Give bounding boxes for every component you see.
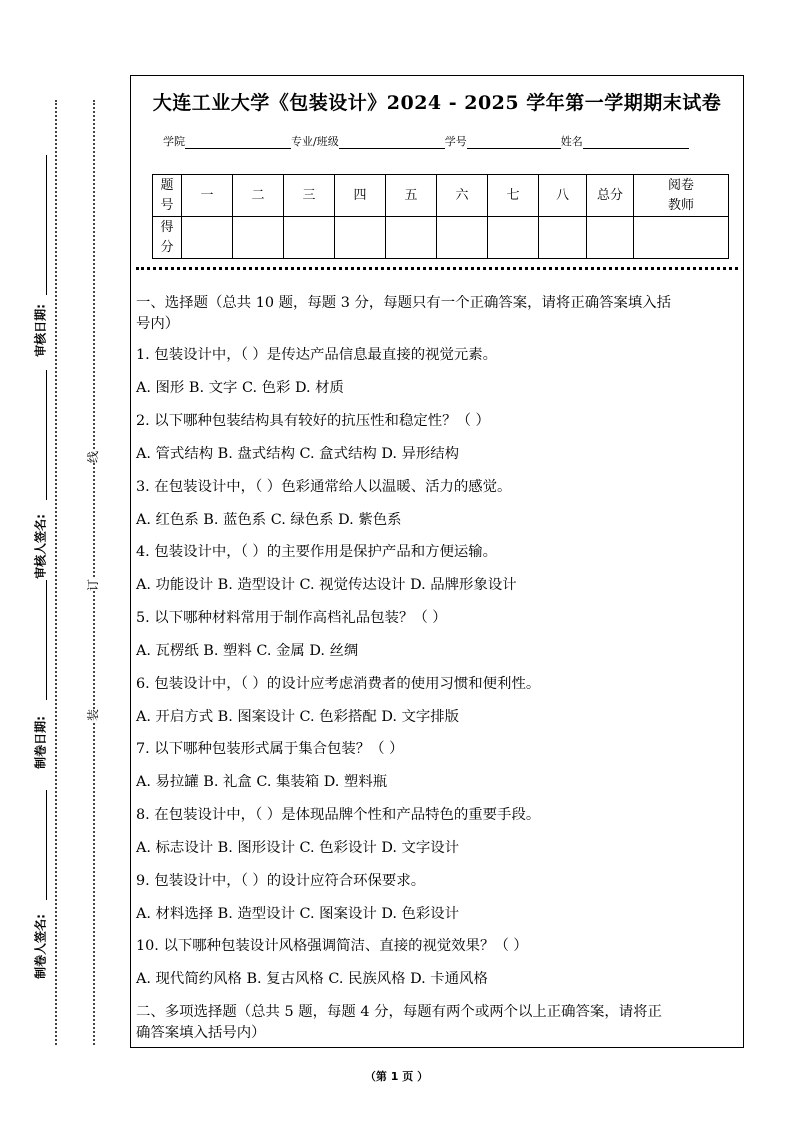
answer-options-10: A. 现代简约风格 B. 复古风格 C. 民族风格 D. 卡通风格 [136, 971, 488, 987]
college-label: 学院 [163, 135, 185, 148]
binding-dotted-line-inner [93, 100, 95, 1045]
col-header-total: 总分 [587, 175, 634, 217]
score-cell[interactable] [488, 217, 539, 259]
answer-options-4: A. 功能设计 B. 造型设计 C. 视觉传达设计 D. 品牌形象设计 [136, 577, 517, 593]
col-header: 七 [488, 175, 539, 217]
binding-char-zhuang: 装 [86, 708, 101, 722]
name-field[interactable] [583, 136, 689, 149]
answer-options-6: A. 开启方式 B. 图案设计 C. 色彩搭配 D. 文字排版 [136, 709, 460, 725]
student-id-label: 学号 [444, 135, 467, 148]
answer-options-2: A. 管式结构 B. 盘式结构 C. 盒式结构 D. 异形结构 [136, 446, 460, 462]
cell-grader [634, 175, 729, 217]
reviewer-sign-line [46, 370, 47, 500]
cell-tihao-1: 题 [160, 177, 174, 193]
score-cell[interactable] [182, 217, 233, 259]
answer-options-8: A. 标志设计 B. 图形设计 C. 色彩设计 D. 文字设计 [136, 840, 460, 856]
answer-options-9: A. 材料选择 B. 造型设计 C. 图案设计 D. 色彩设计 [136, 906, 460, 922]
col-header: 二 [233, 175, 284, 217]
question-1: 1. 包装设计中，（ ）是传达产品信息最直接的视觉元素。 [136, 347, 498, 363]
question-8: 8. 在包装设计中，（ ）是体现品牌个性和产品特色的重要手段。 [136, 807, 541, 823]
answer-options-7: A. 易拉罐 B. 礼盒 C. 集装箱 D. 塑料瓶 [136, 774, 388, 790]
section2-heading-line2: 确答案填入括号内） [136, 1025, 266, 1041]
page-number: （第 1 页 ） [364, 1070, 429, 1083]
cell-grader-2: 教师 [667, 197, 694, 213]
reviewer-date-line [46, 155, 47, 295]
question-5: 5. 以下哪种材料常用于制作高档礼品包装？（ ） [136, 610, 447, 626]
section1-heading-line1: 一、选择题（总共 10 题，每题 3 分，每题只有一个正确答案，请将正确答案填入括 [136, 295, 672, 311]
reviewer-sign-label: 审核人签名: [33, 514, 48, 579]
maker-date-label: 制卷日期: [33, 716, 48, 769]
answer-options-1: A. 图形 B. 文字 C. 色彩 D. 材质 [136, 380, 344, 396]
maker-sign-line [46, 790, 47, 900]
col-header: 六 [437, 175, 488, 217]
score-cell[interactable] [437, 217, 488, 259]
major-label: 专业/班级 [291, 135, 339, 148]
name-label: 姓名 [560, 135, 583, 148]
col-header: 四 [335, 175, 386, 217]
reviewer-date-label: 审核日期: [33, 304, 48, 357]
binding-dotted-line-outer [55, 100, 57, 1045]
binding-char-xian: 线 [86, 450, 101, 464]
score-cell[interactable] [335, 217, 386, 259]
score-cell[interactable] [386, 217, 437, 259]
col-header: 三 [284, 175, 335, 217]
cell-defen-1: 得 [160, 219, 174, 235]
section1-heading-line2: 号内） [136, 316, 180, 332]
score-table [152, 174, 729, 259]
grader-cell[interactable] [634, 217, 729, 259]
question-10: 10. 以下哪种包装设计风格强调简洁、直接的视觉效果？（ ） [136, 938, 528, 954]
col-header: 八 [539, 175, 587, 217]
cell-grader-1: 阅卷 [667, 177, 694, 193]
answer-options-5: A. 瓦楞纸 B. 塑料 C. 金属 D. 丝绸 [136, 643, 359, 659]
question-2: 2. 以下哪种包装结构具有较好的抗压性和稳定性？（ ） [136, 413, 490, 429]
question-3: 3. 在包装设计中，（ ）色彩通常给人以温暖、活力的感觉。 [136, 479, 512, 495]
score-cell[interactable] [539, 217, 587, 259]
maker-date-line [46, 580, 47, 700]
binding-char-ding: 订 [86, 578, 101, 592]
student-info-row [163, 133, 689, 149]
exam-frame [130, 75, 744, 1048]
question-4: 4. 包装设计中，（ ）的主要作用是保护产品和方便运输。 [136, 544, 498, 560]
major-field[interactable] [339, 136, 445, 149]
cell-defen-2: 分 [160, 239, 174, 255]
exam-title: 大连工业大学《包装设计》2024 - 2025 学年第一学期期末试卷 [152, 92, 722, 114]
score-cell[interactable] [284, 217, 335, 259]
score-cell[interactable] [233, 217, 284, 259]
college-field[interactable] [185, 136, 291, 149]
question-7: 7. 以下哪种包装形式属于集合包装？（ ） [136, 741, 404, 757]
maker-sign-label: 制卷人签名: [33, 914, 48, 979]
section2-heading-line1: 二、多项选择题（总共 5 题，每题 4 分，每题有两个或两个以上正确答案，请将正 [136, 1004, 662, 1020]
cell-tihao [153, 175, 182, 217]
score-table-header-row [153, 175, 729, 217]
answer-options-3: A. 红色系 B. 蓝色系 C. 绿色系 D. 紫色系 [136, 512, 402, 528]
cell-defen [153, 217, 182, 259]
score-cell-total[interactable] [587, 217, 634, 259]
question-6: 6. 包装设计中，（ ）的设计应考虑消费者的使用习惯和便利性。 [136, 676, 541, 692]
question-9: 9. 包装设计中，（ ）的设计应符合环保要求。 [136, 873, 426, 889]
col-header: 五 [386, 175, 437, 217]
cell-tihao-2: 号 [160, 197, 174, 213]
section-separator [136, 267, 738, 270]
col-header: 一 [182, 175, 233, 217]
score-table-score-row [153, 217, 729, 259]
student-id-field[interactable] [467, 136, 561, 149]
